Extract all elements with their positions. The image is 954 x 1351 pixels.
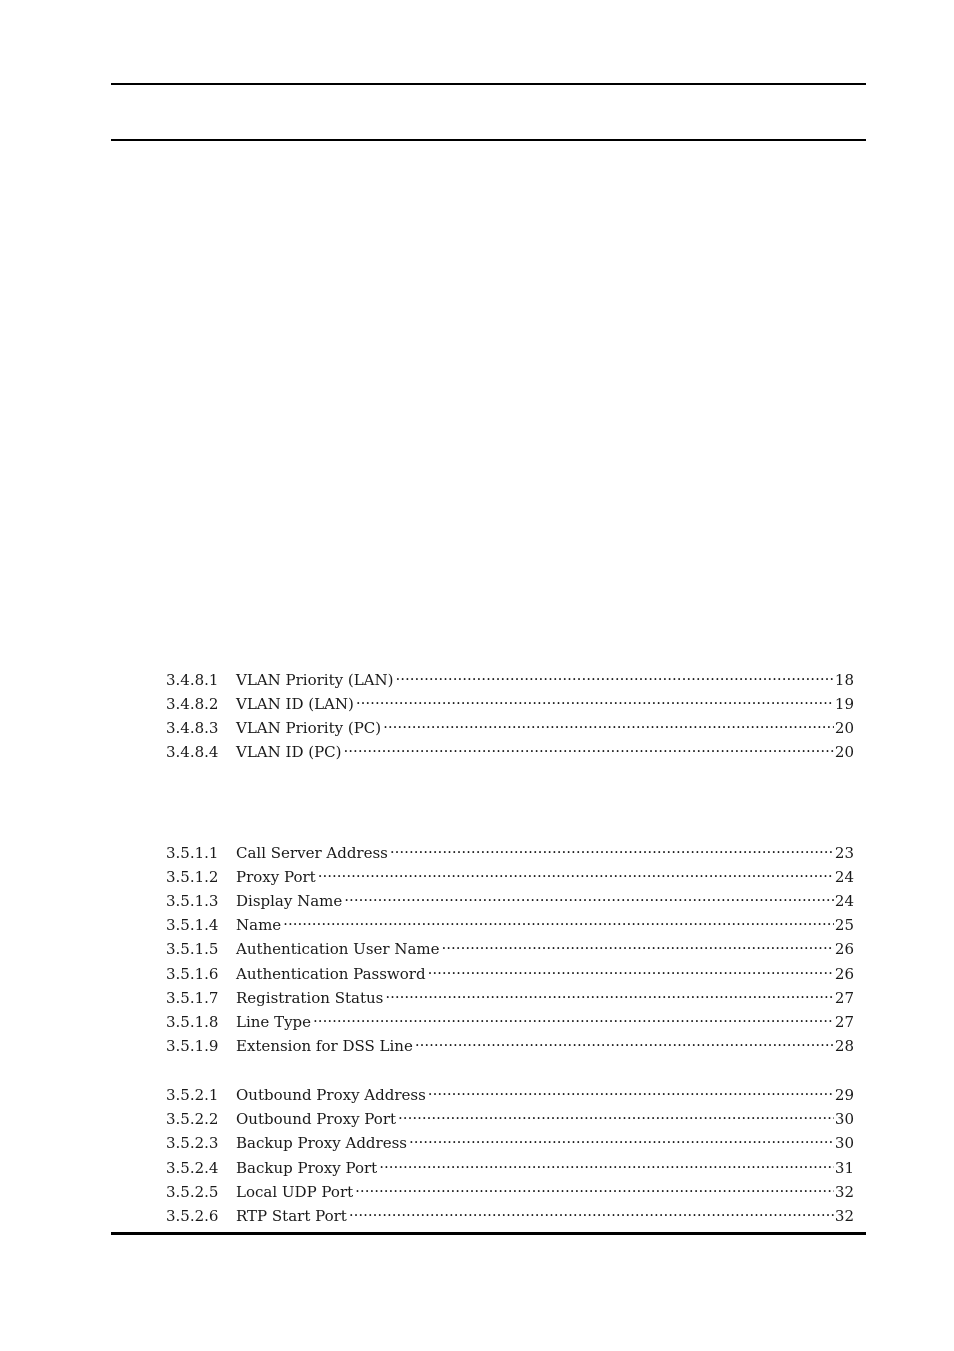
toc-entry-page: 26: [834, 965, 854, 983]
toc-entry[interactable]: [166, 838, 854, 862]
toc-dot-leader: [349, 1201, 834, 1221]
toc-dot-leader: [355, 1177, 834, 1197]
toc-entry-title: Name: [236, 916, 282, 934]
toc-entry-page: 20: [834, 719, 854, 737]
toc-entry-page: 19: [834, 695, 854, 713]
toc-dot-leader: [344, 886, 834, 906]
toc-dot-leader: [390, 838, 834, 858]
toc-entry-page: 20: [834, 743, 854, 761]
toc-entry[interactable]: [166, 665, 854, 689]
toc-entry[interactable]: [166, 934, 854, 958]
toc-dot-leader: [344, 737, 834, 757]
toc-dot-leader: [379, 1153, 834, 1173]
toc-entry-page: 18: [834, 671, 854, 689]
toc-dot-leader: [442, 934, 834, 954]
toc-entry-number: 3.5.2.1: [166, 1086, 219, 1104]
toc-entry-page: 26: [834, 940, 854, 958]
toc-entry-number: 3.5.1.9: [166, 1037, 219, 1055]
toc-entry-number: 3.4.8.3: [166, 719, 219, 737]
toc-entry-number: 3.5.2.3: [166, 1134, 219, 1152]
toc-entry-page: 32: [834, 1207, 854, 1225]
toc-entry-title: VLAN ID (LAN): [236, 695, 354, 713]
toc-entry[interactable]: [166, 1153, 854, 1177]
toc-dot-leader: [428, 1080, 834, 1100]
toc-dot-leader: [313, 1007, 834, 1027]
toc-dot-leader: [428, 959, 834, 979]
toc-entry-page: 29: [834, 1086, 854, 1104]
footer-rule: [111, 1232, 866, 1235]
toc-entry-page: 24: [834, 868, 854, 886]
toc-entry-title: Backup Proxy Port: [236, 1159, 378, 1177]
toc-dot-leader: [415, 1031, 834, 1051]
toc-entry-number: 3.5.1.3: [166, 892, 219, 910]
toc-entry-page: 32: [834, 1183, 854, 1201]
toc-entry[interactable]: [166, 983, 854, 1007]
toc-entry-page: 27: [834, 1013, 854, 1031]
toc-entry-title: Registration Status: [236, 989, 384, 1007]
toc-entry-title: Outbound Proxy Port: [236, 1110, 397, 1128]
toc-entry-title: Authentication User Name: [236, 940, 440, 958]
toc-entry[interactable]: [166, 1031, 854, 1055]
toc-entry-number: 3.5.2.4: [166, 1159, 219, 1177]
toc-entry-number: 3.5.1.2: [166, 868, 219, 886]
toc-entry-page: 31: [834, 1159, 854, 1177]
toc-entry-title: Authentication Password: [236, 965, 426, 983]
toc-entry-title: Call Server Address: [236, 844, 388, 862]
toc-entry[interactable]: [166, 737, 854, 761]
toc-dot-leader: [385, 983, 834, 1003]
toc-entry-title: Proxy Port: [236, 868, 316, 886]
toc-entry-number: 3.5.1.1: [166, 844, 219, 862]
toc-dot-leader: [318, 862, 834, 882]
toc-dot-leader: [398, 1104, 834, 1124]
toc-entry-title: VLAN ID (PC): [236, 743, 342, 761]
toc-entry[interactable]: [166, 1080, 854, 1104]
toc-entry-page: 28: [834, 1037, 854, 1055]
toc-entry-title: RTP Start Port: [236, 1207, 347, 1225]
toc-entry-title: VLAN Priority (LAN): [236, 671, 394, 689]
toc-entry-title: Extension for DSS Line: [236, 1037, 413, 1055]
toc-entry-title: Line Type: [236, 1013, 312, 1031]
toc-entry-number: 3.4.8.2: [166, 695, 219, 713]
toc-entry[interactable]: [166, 713, 854, 737]
toc-dot-leader: [356, 689, 834, 709]
toc-entry-page: 30: [834, 1110, 854, 1128]
toc-entry-page: 25: [834, 916, 854, 934]
toc-entry[interactable]: [166, 1104, 854, 1128]
header-rule-top: [111, 83, 866, 85]
header-rule-bottom: [111, 139, 866, 141]
toc-entry-page: 27: [834, 989, 854, 1007]
toc-entry[interactable]: [166, 1007, 854, 1031]
toc-entry-number: 3.4.8.4: [166, 743, 219, 761]
toc-entry[interactable]: [166, 886, 854, 910]
toc-entry-number: 3.5.1.5: [166, 940, 219, 958]
toc-entry-page: 23: [834, 844, 854, 862]
toc-entry[interactable]: [166, 1201, 854, 1225]
toc-entry[interactable]: [166, 862, 854, 886]
toc-entry-title: Local UDP Port: [236, 1183, 354, 1201]
toc-entry-title: Display Name: [236, 892, 343, 910]
toc-entry[interactable]: [166, 1128, 854, 1152]
toc-entry[interactable]: [166, 1177, 854, 1201]
toc-entry[interactable]: [166, 959, 854, 983]
toc-dot-leader: [383, 713, 834, 733]
toc-entry-number: 3.5.2.2: [166, 1110, 219, 1128]
toc-dot-leader: [283, 910, 834, 930]
toc-entry-number: 3.5.1.6: [166, 965, 219, 983]
toc-entry-page: 30: [834, 1134, 854, 1152]
toc-entry-page: 24: [834, 892, 854, 910]
toc-entry-number: 3.5.1.7: [166, 989, 219, 1007]
toc-entry-number: 3.5.2.5: [166, 1183, 219, 1201]
toc-entry[interactable]: [166, 689, 854, 713]
toc-entry-number: 3.5.1.4: [166, 916, 219, 934]
toc-entry-number: 3.5.2.6: [166, 1207, 219, 1225]
toc-dot-leader: [395, 665, 833, 685]
toc-entry-number: 3.4.8.1: [166, 671, 219, 689]
toc-entry-title: Outbound Proxy Address: [236, 1086, 426, 1104]
toc-entry-title: Backup Proxy Address: [236, 1134, 407, 1152]
toc-entry-title: VLAN Priority (PC): [236, 719, 382, 737]
toc-entry[interactable]: [166, 910, 854, 934]
toc-dot-leader: [409, 1128, 834, 1148]
toc-entry-number: 3.5.1.8: [166, 1013, 219, 1031]
